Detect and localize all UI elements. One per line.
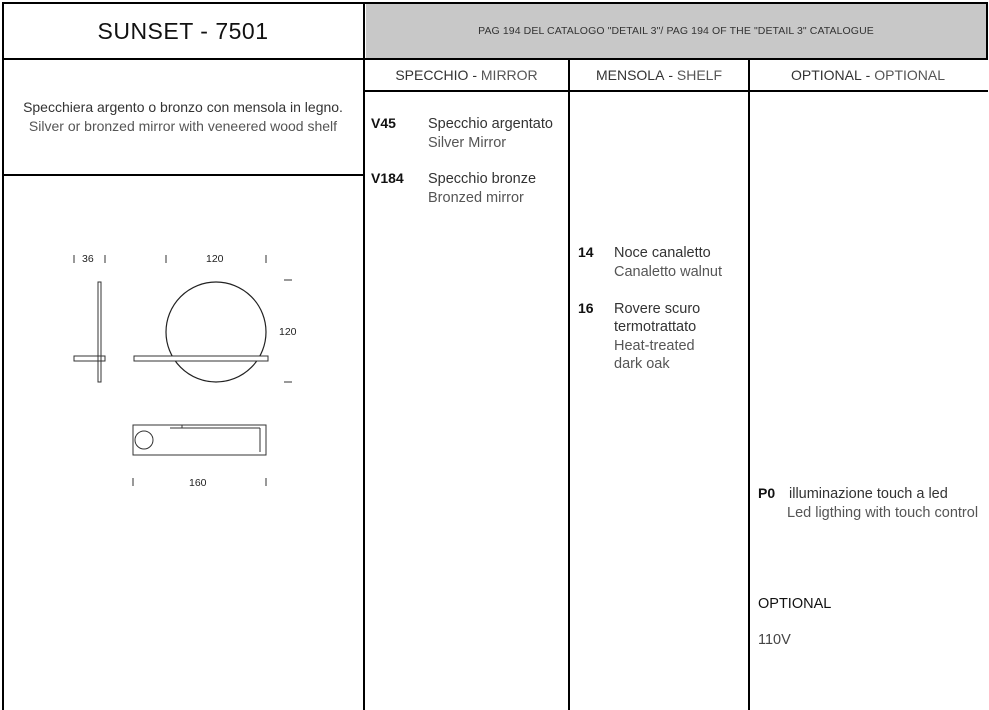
mirror-name-it: Specchio argentato <box>428 116 553 132</box>
product-description <box>4 98 362 136</box>
column-header-optional <box>750 60 986 90</box>
optional-heading: OPTIONAL <box>758 596 832 612</box>
mirror-name-en: Silver Mirror <box>428 135 507 151</box>
description-it: Specchiera argento o bronzo con mensola in legno. <box>23 99 343 115</box>
column-header-shelf <box>570 60 748 90</box>
mirror-shelf-divider <box>568 60 570 710</box>
left-panel-divider <box>363 2 365 710</box>
catalog-reference: PAG 194 DEL CATALOGO "DETAIL 3"/ PAG 194 OF THE "DETAIL 3" CATALOGUE <box>366 4 986 58</box>
description-bottom-rule <box>2 174 364 176</box>
optional-name-it: illuminazione touch a led <box>789 486 948 502</box>
column-header-optional-it: OPTIONAL <box>790 67 862 83</box>
column-header-mirror <box>365 60 568 90</box>
dim-width-label: 120 <box>206 253 224 265</box>
column-header-shelf-it: MENSOLA <box>595 67 665 83</box>
description-en: Silver or bronzed mirror with veneered wood shelf <box>28 118 338 134</box>
voltage-label: 110V <box>758 632 791 648</box>
shelf-name-en-line-2: dark oak <box>614 356 670 372</box>
shelf-name-en: Canaletto walnut <box>614 264 723 280</box>
drawing-svg <box>60 240 310 500</box>
mirror-code: V184 <box>371 170 404 186</box>
shelf-optional-divider <box>748 60 750 710</box>
mirror-code: V45 <box>371 115 396 131</box>
mirror-name-en: Bronzed mirror <box>428 190 524 206</box>
shelf-name-it-line-2: termotrattato <box>614 319 697 335</box>
column-header-optional-en: OPTIONAL <box>874 67 946 83</box>
mirror-name-it: Specchio bronze <box>428 171 537 187</box>
column-header-optional-sep: - <box>861 67 875 83</box>
technical-drawing <box>60 240 310 500</box>
shelf-code: 14 <box>578 244 594 260</box>
dim-shelf-length-label: 160 <box>189 477 207 489</box>
column-header-mirror-en: MIRROR <box>480 67 538 83</box>
optional-code: P0 <box>758 485 776 501</box>
right-border <box>986 2 988 58</box>
column-header-shelf-en: SHELF <box>676 67 723 83</box>
product-title: SUNSET - 7501 <box>97 17 269 44</box>
shelf-code: 16 <box>578 300 594 316</box>
column-header-rule <box>365 90 988 92</box>
column-header-mirror-it: SPECCHIO <box>395 67 469 83</box>
column-header-mirror-sep: - <box>468 67 481 83</box>
shelf-name-it-line-1: Rovere scuro <box>614 301 701 317</box>
shelf-name-it: Noce canaletto <box>614 245 711 261</box>
shelf-name-en-line-1: Heat-treated <box>614 338 695 354</box>
optional-name-en: Led ligthing with touch control <box>787 505 979 521</box>
dim-height-label: 120 <box>279 326 297 338</box>
column-header-shelf-sep: - <box>664 67 677 83</box>
dim-depth-label: 36 <box>82 253 94 265</box>
